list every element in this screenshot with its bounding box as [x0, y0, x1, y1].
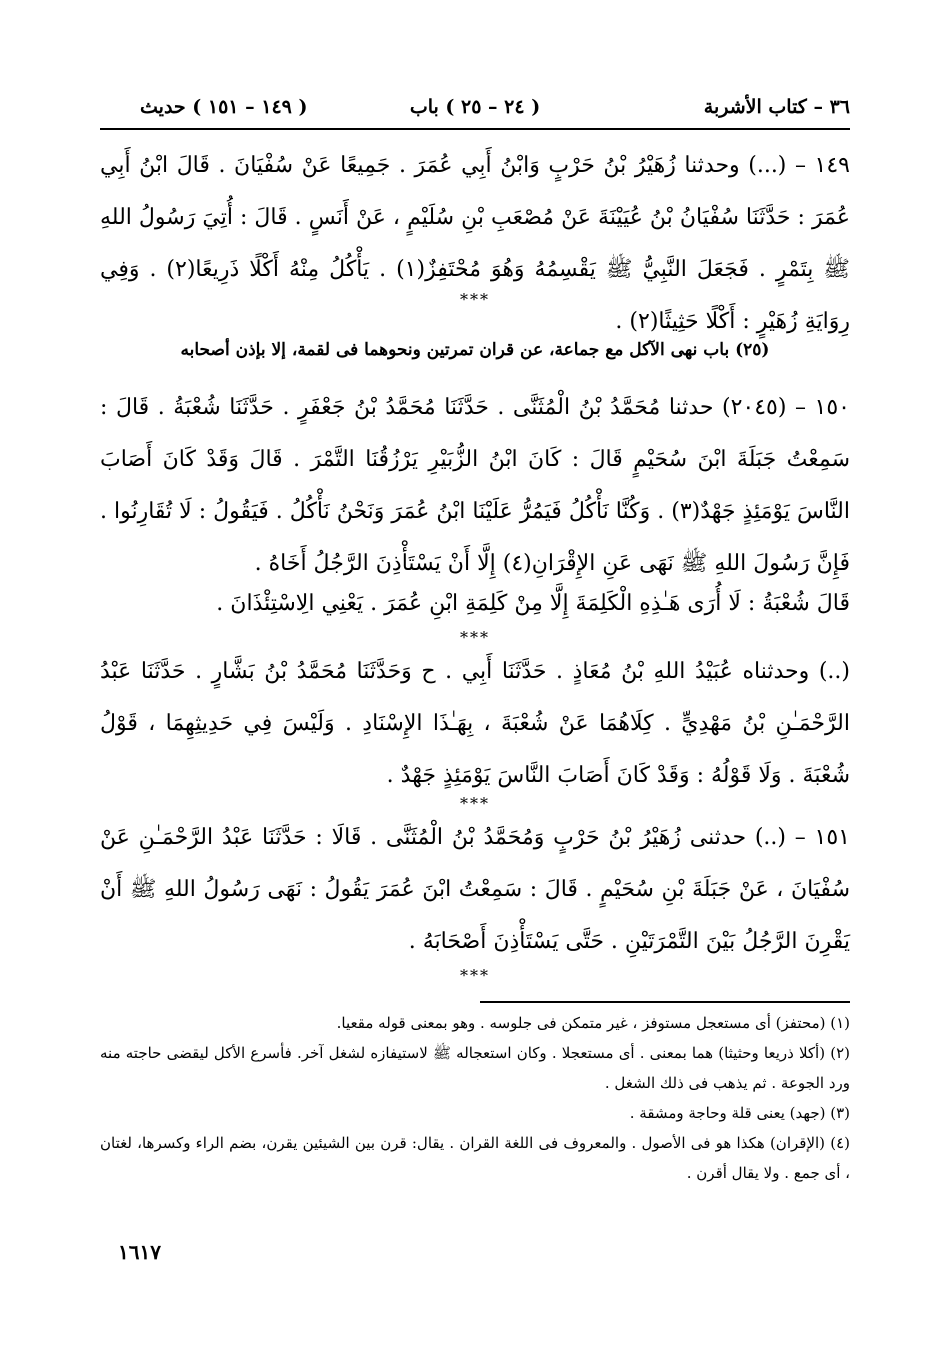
chapter-range: ( ٢٤ – ٢٥ ) باب — [409, 96, 541, 118]
chapter-heading: (٢٥) باب نهى الآكل مع جماعة، عن قران تمرتين ونحوهما فى لقمة، إلا بإذن أصحابه — [180, 340, 770, 360]
separator-stars-1: *** — [460, 290, 490, 309]
page-number: ١٦١٧ — [118, 1240, 161, 1264]
footnote-2: (٢) (أكلا ذريعا وحثيثا) هما بمعنى . أى مستعجلا . وكان استعجاله ﷺ لاستيفازه لشغل آخر. فأسرع الأكل ليقضى حاجته منه ورد الجوعة . ثم يذهب فى ذلك الشغل . — [100, 1044, 850, 1092]
hadith-150 — [100, 382, 850, 590]
footnote-1: (١) (محتفز) أى مستعجل مستوفز ، غير متمكن فى جلوسه . وهو بمعنى قوله مقعيا. — [336, 1014, 850, 1032]
footnotes — [100, 1008, 850, 1188]
hadith-range: ( ١٤٩ – ١٥١ ) حديث — [140, 96, 308, 118]
separator-stars-2: *** — [460, 628, 490, 647]
shuba-remark — [100, 578, 850, 630]
hadith-150b-text: (..) وحدثناه عُبَيْدُ اللهِ بْنُ مُعَاذٍ . حَدَّثَنَا أَبِي . ح وَحَدَّثَنَا مُحَمَّدُ بْنُ بَشَّارٍ . حَدَّثَنَا عَبْدُ الرَّحْمَـٰنِ بْنُ مَهْدِيٍّ . كِلَاهُمَا عَنْ شُعْبَةَ ، بِهَـٰذَا الإِسْنَادِ . وَلَيْسَ فِي حَدِيثِهِمَا ، قَوْلُ شُعْبَةَ . وَلَا قَوْلُهُ : وَقَدْ كَانَ أَصَابَ النَّاسَ يَوْمَئِذٍ جَهْدٌ . — [100, 659, 850, 788]
footnote-4: (٤) (الإقران) هكذا هو فى الأصول . والمعروف فى اللغة القران . يقال: قرن بين الشيئين يقرن، بضم الراء وكسرها، لغتان ، أى جمع . ولا يقال أقرن . — [100, 1134, 850, 1182]
footnote-3: (٣) (جهد) يعنى قلة وحاجة ومشقة . — [629, 1104, 850, 1122]
book-title: ٣٦ – كتاب الأشربة — [703, 96, 850, 118]
separator-stars-4: *** — [460, 966, 490, 985]
hadith-151-text: ١٥١ – (..) حدثنى زُهَيْرُ بْنُ حَرْبٍ وَمُحَمَّدُ بْنُ الْمُثَنَّى . قَالَا : حَدَّثَنَا عَبْدُ الرَّحْمَـٰنِ عَنْ سُفْيَانَ ، عَنْ جَبَلَةَ بْنِ سُحَيْمٍ . قَالَ : سَمِعْتُ ابْنَ عُمَرَ يَقُولُ : نَهَى رَسُولُ اللهِ ﷺ أَنْ يَقْرِنَ الرَّجُلُ بَيْنَ التَّمْرَتَيْنِ . حَتَّى يَسْتَأْذِنَ أَصْحَابَهُ . — [100, 825, 850, 954]
hadith-149 — [100, 140, 850, 348]
shuba-remark-text: قَالَ شُعْبَةُ : لَا أُرَى هَـٰذِهِ الْكَلِمَةَ إِلَّا مِنْ كَلِمَةِ ابْنِ عُمَرَ . يَعْنِي الِاسْتِئْذَانَ . — [216, 591, 850, 616]
separator-stars-3: *** — [460, 794, 490, 813]
hadith-150b — [100, 646, 850, 802]
hadith-149-text: ١٤٩ – (...) وحدثنا زُهَيْرُ بْنُ حَرْبٍ وَابْنُ أَبِي عُمَرَ . جَمِيعًا عَنْ سُفْيَانَ . قَالَ ابْنُ أَبِي عُمَرَ : حَدَّثَنَا سُفْيَانُ بْنُ عُيَيْنَةَ عَنْ مُصْعَبِ بْنِ سُلَيْمٍ ، عَنْ أَنَسٍ . قَالَ : أُتِيَ رَسُولُ اللهِ ﷺ بِتَمْرٍ . فَجَعَلَ النَّبِيُّ ﷺ يَقْسِمُهُ وَهُوَ مُحْتَفِزٌ(١) . يَأْكُلُ مِنْهُ أَكْلًا ذَرِيعًا(٢) . وَفِي رِوَايَةِ زُهَيْرٍ : أَكْلًا حَثِيثًا(٢) . — [100, 153, 850, 334]
footnote-rule — [480, 1001, 850, 1003]
hadith-150-text: ١٥٠ – (٢٠٤٥) حدثنا مُحَمَّدُ بْنُ الْمُثَنَّى . حَدَّثَنَا مُحَمَّدُ بْنُ جَعْفَرٍ . حَدَّثَنَا شُعْبَةُ . قَالَ : سَمِعْتُ جَبَلَةَ ابْنَ سُحَيْمٍ قَالَ : كَانَ ابْنُ الزُّبَيْرِ يَرْزُقُنَا التَّمْرَ . قَالَ وَقَدْ كَانَ أَصَابَ النَّاسَ يَوْمَئِذٍ جَهْدٌ(٣) . وَكُنَّا نَأْكُلُ فَيَمُرُّ عَلَيْنَا ابْنُ عُمَرَ وَنَحْنُ نَأْكُلُ . فَيَقُولُ : لَا تُقَارِنُوا . فَإِنَّ رَسُولَ اللهِ ﷺ نَهَى عَنِ الإِقْرَانِ(٤) إِلَّا أَنْ يَسْتَأْذِنَ الرَّجُلُ أَخَاهُ . — [100, 395, 850, 576]
running-header — [100, 96, 850, 128]
hadith-151 — [100, 812, 850, 968]
header-rule — [100, 128, 850, 130]
